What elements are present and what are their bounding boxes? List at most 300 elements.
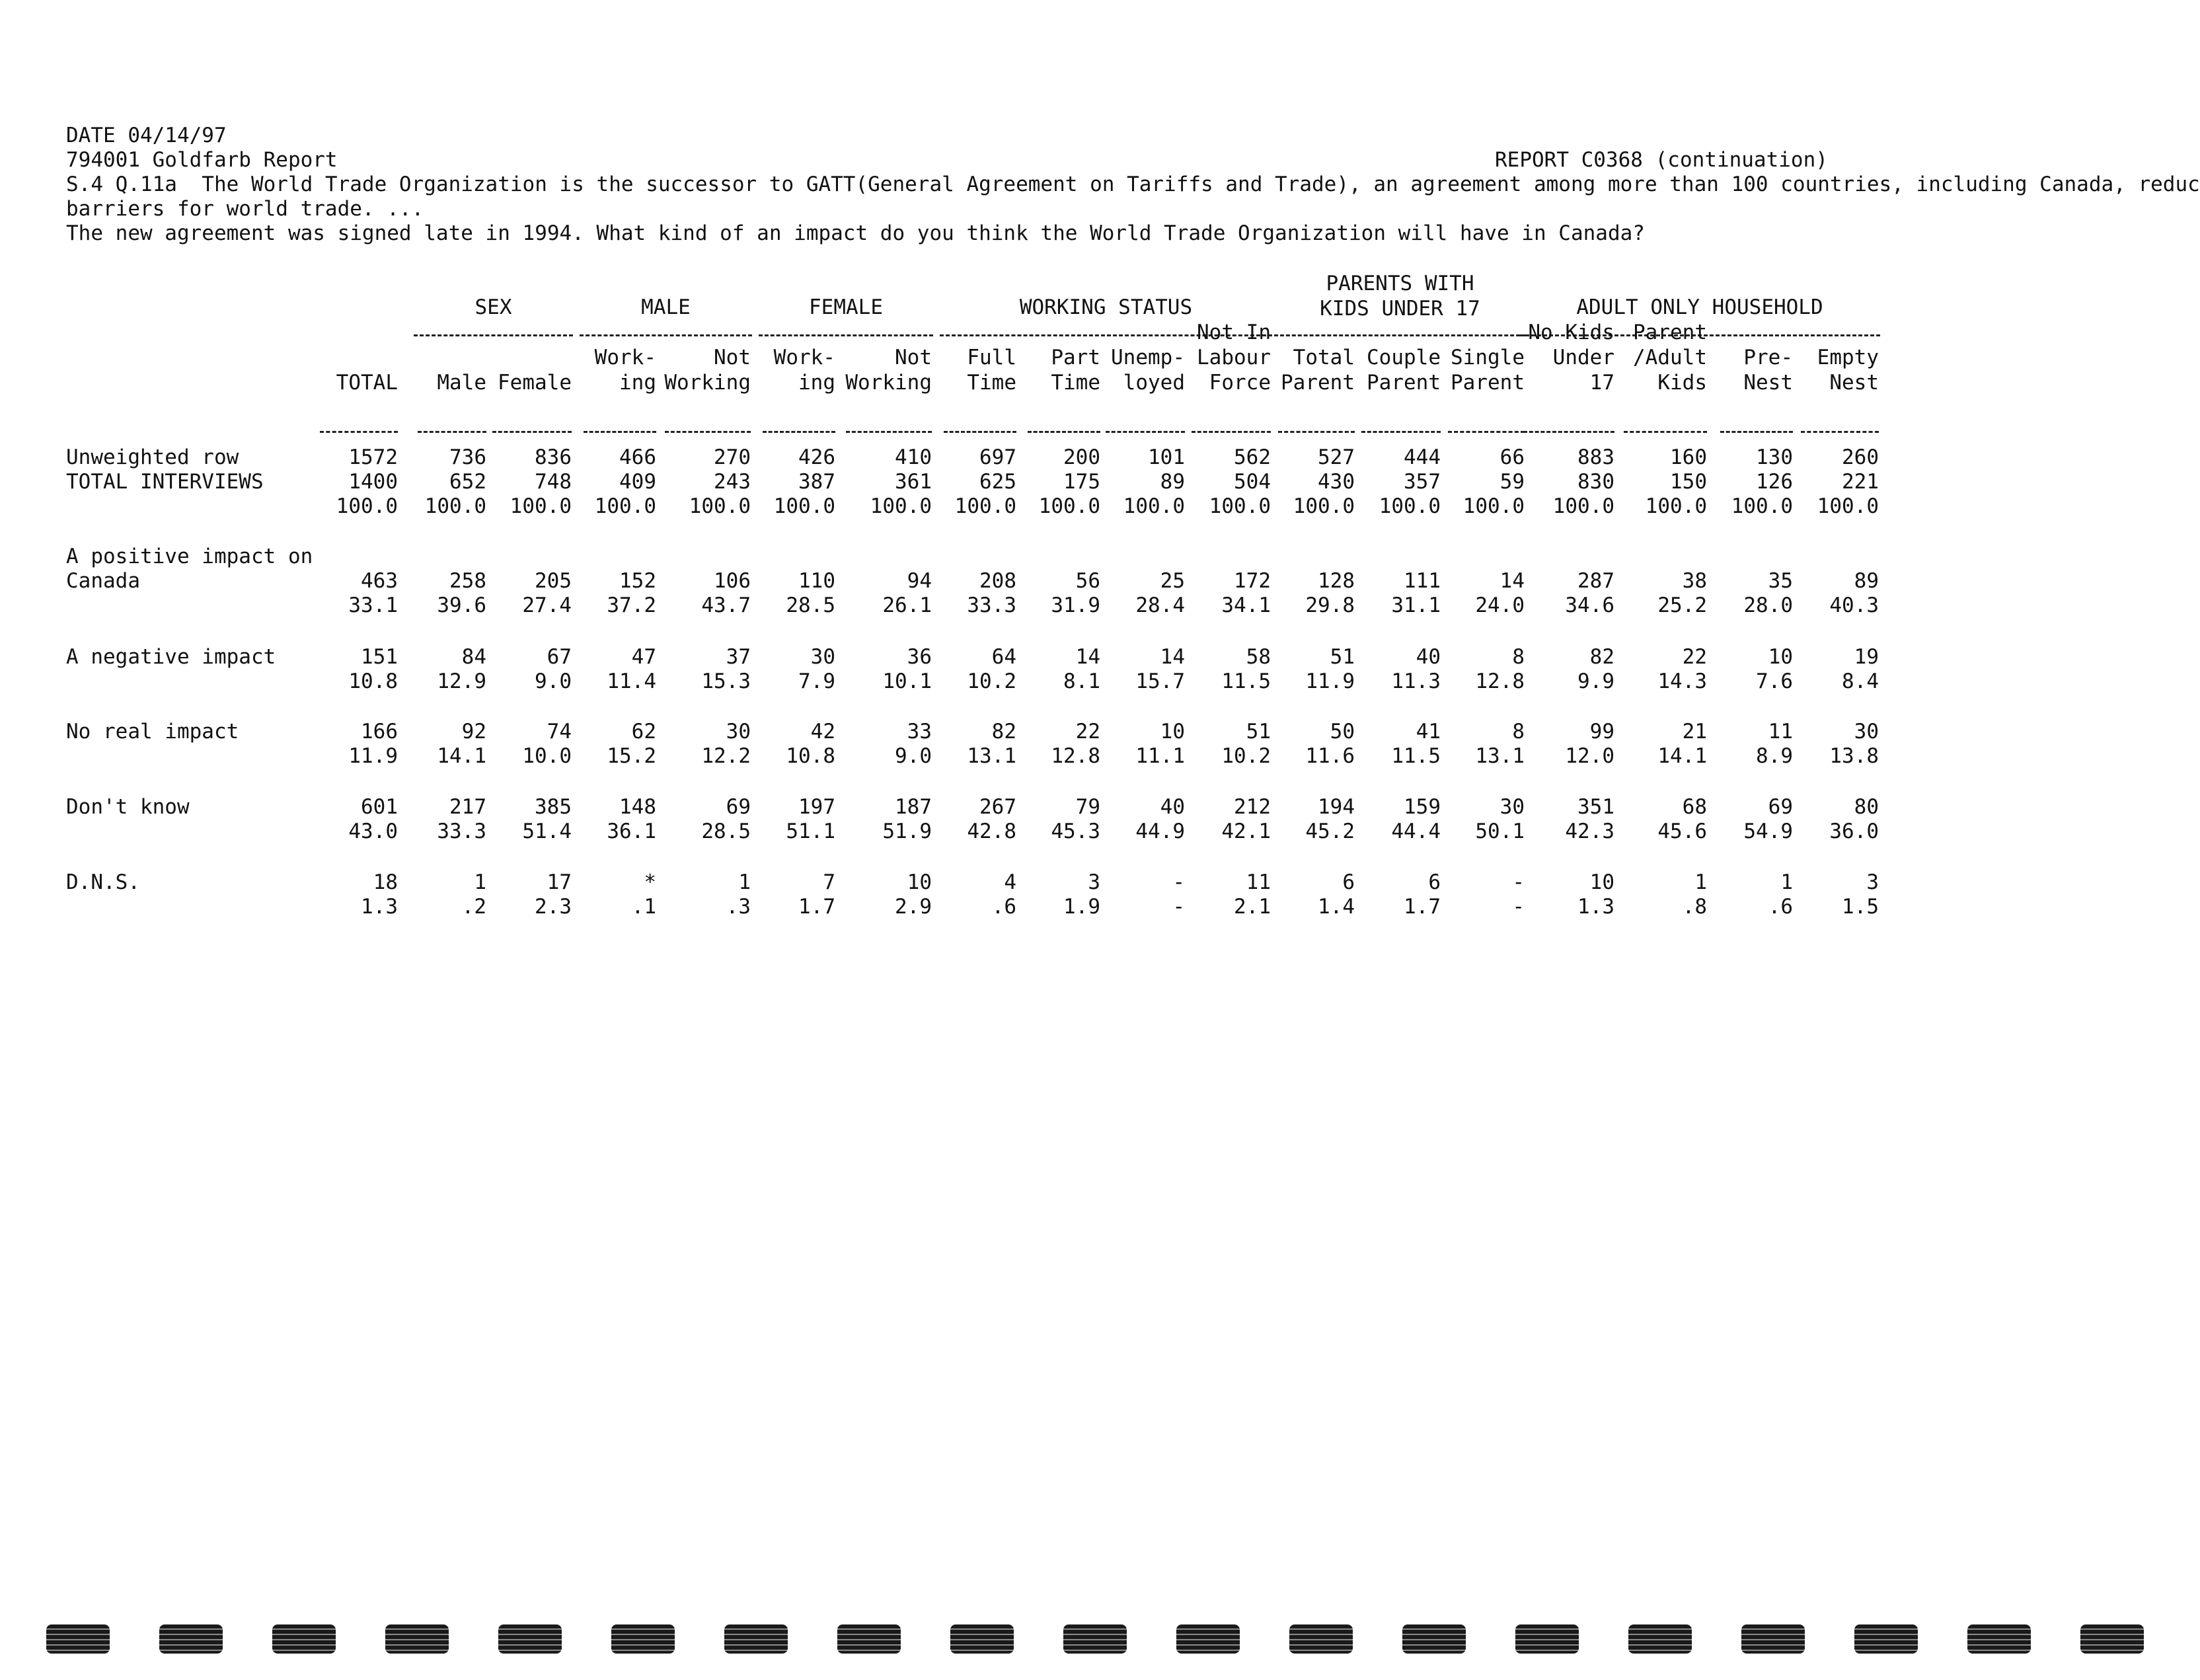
group-header: ADULT ONLY HOUSEHOLD [1576,295,1823,319]
table-cell: 562 [1234,445,1271,469]
table-cell: 2.9 [895,895,932,919]
table-cell: 45.3 [1051,820,1100,843]
table-cell: 100.0 [1462,494,1525,518]
table-cell: 22 [1075,720,1100,744]
table-cell: 51 [1246,720,1271,744]
table-cell: 426 [798,445,835,469]
table-cell: 50.1 [1475,820,1525,843]
table-cell: 2.3 [535,895,572,919]
table-cell: 410 [895,445,932,469]
table-cell: 1.3 [361,895,398,919]
table-cell: 111 [1404,569,1441,593]
perforation-mark [724,1624,788,1654]
table-cell: 51 [1330,645,1355,669]
column-header: Work- ing [594,346,656,395]
table-cell: 33.1 [348,593,398,617]
table-cell: 200 [1063,445,1100,469]
table-cell: 54.9 [1743,820,1793,843]
table-cell: 11.6 [1305,744,1355,768]
table-cell: 10 [1589,870,1614,894]
table-cell: 100.0 [1552,494,1614,518]
perforation-mark [1741,1624,1805,1654]
column-underline [665,431,751,433]
table-cell: 12.8 [1475,669,1525,693]
table-cell: 35 [1768,569,1793,593]
table-cell: 42.3 [1565,820,1614,843]
column-underline [1801,431,1879,433]
group-header: SEX [474,295,512,319]
table-cell: 31.9 [1051,593,1100,617]
table-cell: 243 [714,470,751,494]
perforation-mark [837,1624,901,1654]
table-cell: 748 [535,470,572,494]
table-cell: 8.1 [1063,669,1100,693]
group-underline [759,334,933,336]
table-cell: 68 [1682,795,1707,819]
table-cell: 56 [1075,569,1100,593]
table-cell: 3 [1866,870,1879,894]
table-cell: 11.3 [1391,669,1441,693]
table-cell: 42.1 [1221,820,1271,843]
table-cell: 14.3 [1657,669,1707,693]
table-cell: 150 [1670,470,1707,494]
table-cell: 100.0 [336,494,398,518]
table-cell: 44.4 [1391,820,1441,843]
table-cell: 387 [798,470,835,494]
table-cell: 36.1 [607,820,656,843]
table-cell: 100.0 [1038,494,1100,518]
table-cell: 100.0 [773,494,835,518]
table-cell: 51.4 [522,820,572,843]
perforation-mark [2080,1624,2144,1654]
table-cell: 51.9 [882,820,932,843]
table-cell: 14 [1075,645,1100,669]
table-cell: 13.1 [967,744,1016,768]
table-cell: .6 [1768,895,1793,919]
table-cell: 7 [823,870,835,894]
table-cell: 100.0 [510,494,572,518]
table-cell: 652 [449,470,486,494]
table-cell: 28.5 [786,593,835,617]
perforation-mark [1063,1624,1127,1654]
table-cell: 28.5 [701,820,751,843]
table-cell: 100.0 [594,494,656,518]
table-cell: 12.8 [1051,744,1100,768]
table-cell: 13.1 [1475,744,1525,768]
table-cell: 409 [619,470,656,494]
table-cell: 80 [1854,795,1879,819]
column-header: Pre- Nest [1743,346,1793,395]
table-cell: 883 [1577,445,1614,469]
table-cell: - [1512,895,1525,919]
column-underline [1624,431,1707,433]
table-cell: 28.0 [1743,593,1793,617]
row-label: Canada [66,569,140,593]
table-cell: 2.1 [1234,895,1271,919]
row-label: No real impact [66,720,239,744]
table-cell: 94 [907,569,932,593]
table-cell: 4 [1004,870,1016,894]
table-cell: 34.1 [1221,593,1271,617]
table-cell: 99 [1589,720,1614,744]
table-cell: .6 [991,895,1016,919]
group-underline [580,334,752,336]
table-cell: 41 [1416,720,1441,744]
table-cell: 100.0 [870,494,932,518]
table-cell: 836 [535,445,572,469]
table-cell: 51.1 [786,820,835,843]
table-cell: 38 [1682,569,1707,593]
perforation-mark [1628,1624,1692,1654]
table-cell: 736 [449,445,486,469]
table-cell: 8 [1512,645,1525,669]
table-cell: 152 [619,569,656,593]
column-header: Unemp- loyed [1111,346,1185,395]
table-cell: 36 [907,645,932,669]
table-cell: .2 [461,895,486,919]
table-cell: 110 [798,569,835,593]
table-cell: 58 [1246,645,1271,669]
group-header: WORKING STATUS [1019,295,1193,319]
column-underline [584,431,656,433]
table-cell: 14.1 [437,744,486,768]
column-underline [1361,431,1441,433]
column-header: Parent /Adult Kids [1633,321,1707,395]
table-cell: 11.9 [1305,669,1355,693]
table-cell: 217 [449,795,486,819]
column-header: Single Parent [1451,346,1525,395]
column-underline [320,431,398,433]
table-cell: 30 [1499,795,1525,819]
table-cell: 9.0 [535,669,572,693]
table-cell: 126 [1756,470,1793,494]
table-cell: - [1172,895,1185,919]
table-cell: 357 [1404,470,1441,494]
table-cell: 1.5 [1842,895,1879,919]
row-label: A negative impact [66,645,276,669]
table-cell: 128 [1318,569,1355,593]
table-cell: 12.0 [1565,744,1614,768]
table-cell: 10.2 [1221,744,1271,768]
perforation-mark [46,1624,110,1654]
table-cell: 44.9 [1135,820,1185,843]
perforation-mark [1967,1624,2031,1654]
table-cell: 15.7 [1135,669,1185,693]
table-cell: - [1512,870,1525,894]
table-cell: 100.0 [424,494,486,518]
table-cell: 37 [726,645,751,669]
table-cell: 82 [991,720,1016,744]
table-cell: 24.0 [1475,593,1525,617]
table-cell: 40 [1416,645,1441,669]
table-cell: 208 [979,569,1016,593]
column-underline [944,431,1016,433]
table-cell: 30 [1854,720,1879,744]
table-cell: 351 [1577,795,1614,819]
table-cell: 100.0 [689,494,751,518]
table-cell: 625 [979,470,1016,494]
table-cell: 29.8 [1305,593,1355,617]
table-cell: 28.4 [1135,593,1185,617]
table-cell: 33.3 [437,820,486,843]
table-cell: 830 [1577,470,1614,494]
table-cell: 21 [1682,720,1707,744]
table-cell: 10 [907,870,932,894]
table-cell: 100.0 [1379,494,1441,518]
perforation-mark [1176,1624,1240,1654]
table-cell: 1 [738,870,751,894]
column-header: Empty Nest [1817,346,1879,395]
group-header: PARENTS WITH KIDS UNDER 17 [1320,272,1480,321]
table-cell: .3 [726,895,751,919]
table-cell: 31.1 [1391,593,1441,617]
table-cell: 100.0 [1123,494,1185,518]
table-cell: 466 [619,445,656,469]
table-cell: 74 [547,720,572,744]
table-cell: 11.1 [1135,744,1185,768]
column-underline [1278,431,1355,433]
table-cell: 14 [1499,569,1525,593]
table-cell: 159 [1404,795,1441,819]
table-cell: 42 [810,720,835,744]
column-header: TOTAL [336,371,398,395]
table-cell: 101 [1148,445,1185,469]
perforation-mark [1289,1624,1353,1654]
table-cell: 12.2 [701,744,751,768]
table-cell: 187 [895,795,932,819]
table-cell: 9.9 [1577,669,1614,693]
table-cell: 43.0 [348,820,398,843]
table-cell: 37.2 [607,593,656,617]
table-cell: - [1172,870,1185,894]
perforation-mark [1402,1624,1466,1654]
table-cell: 26.1 [882,593,932,617]
table-cell: 82 [1589,645,1614,669]
table-cell: 10.8 [786,744,835,768]
column-header: Female [498,371,572,395]
table-cell: 11.5 [1391,744,1441,768]
table-cell: 15.2 [607,744,656,768]
table-cell: 47 [631,645,656,669]
table-cell: 43.7 [701,593,751,617]
table-cell: 11 [1246,870,1271,894]
table-cell: 130 [1756,445,1793,469]
table-cell: 1400 [348,470,398,494]
table-cell: 7.9 [798,669,835,693]
perforation-mark [950,1624,1014,1654]
table-cell: 1.4 [1318,895,1355,919]
group-underline [1274,334,1526,336]
table-cell: 84 [461,645,486,669]
table-cell: 10.0 [522,744,572,768]
table-cell: 527 [1318,445,1355,469]
perforation-mark [385,1624,449,1654]
table-cell: 10 [1768,645,1793,669]
table-cell: 6 [1428,870,1441,894]
table-cell: 1 [474,870,486,894]
table-cell: 19 [1854,645,1879,669]
column-header: Total Parent [1281,346,1355,395]
table-cell: .8 [1682,895,1707,919]
table-cell: 1.9 [1063,895,1100,919]
question-line-1: S.4 Q.11a The World Trade Organization is the successor to GATT(General Agreement on Tariffs and Trade), an agreement among more than 100 countries, including Canada, reduc [66,172,2200,196]
column-header: Work- ing [773,346,835,395]
table-cell: 64 [991,645,1016,669]
question-line-3: The new agreement was signed late in 1994. What kind of an impact do you think the World Trade Organization will have in Canada? [66,221,1645,245]
table-cell: 13.8 [1829,744,1879,768]
table-cell: 50 [1330,720,1355,744]
table-cell: 59 [1499,470,1525,494]
table-cell: 8 [1512,720,1525,744]
group-underline [414,334,573,336]
table-cell: 14.1 [1657,744,1707,768]
column-underline [1028,431,1100,433]
table-cell: 34.6 [1565,593,1614,617]
table-cell: 15.3 [701,669,751,693]
table-cell: 45.6 [1657,820,1707,843]
table-cell: 92 [461,720,486,744]
table-cell: 100.0 [1731,494,1793,518]
report-code: REPORT C0368 (continuation) [1495,148,1828,172]
table-cell: 36.0 [1829,820,1879,843]
table-cell: 221 [1842,470,1879,494]
column-header: Part Time [1051,346,1100,395]
column-underline [1192,431,1271,433]
table-cell: 10.1 [882,669,932,693]
row-label: A positive impact on [66,545,313,568]
column-header: Full Time [967,346,1016,395]
table-cell: 270 [714,445,751,469]
column-underline [846,431,932,433]
group-header: FEMALE [809,295,883,319]
table-cell: 62 [631,720,656,744]
column-underline [1106,431,1185,433]
table-cell: 212 [1234,795,1271,819]
row-label: D.N.S. [66,870,140,894]
table-cell: 504 [1234,470,1271,494]
row-label: Don't know [66,795,190,819]
table-cell: 100.0 [1209,494,1271,518]
table-cell: 463 [361,569,398,593]
column-underline [1523,431,1614,433]
table-cell: 30 [810,645,835,669]
perforation-mark [498,1624,562,1654]
perforation-mark [1854,1624,1918,1654]
table-cell: 11.4 [607,669,656,693]
table-cell: 27.4 [522,593,572,617]
table-cell: 8.4 [1842,669,1879,693]
column-header: No Kids Under 17 [1528,321,1614,395]
table-cell: 11 [1768,720,1793,744]
table-cell: 45.2 [1305,820,1355,843]
table-cell: 33.3 [967,593,1016,617]
column-underline [492,431,572,433]
report-name: 794001 Goldfarb Report [66,148,338,172]
table-cell: 194 [1318,795,1355,819]
table-cell: 1.3 [1577,895,1614,919]
column-header: Not Working [664,346,751,395]
column-underline [1720,431,1793,433]
question-line-2: barriers for world trade. ... [66,197,424,221]
table-cell: 33 [907,720,932,744]
perforation-mark [611,1624,675,1654]
table-cell: 25.2 [1657,593,1707,617]
table-cell: 10 [1160,720,1185,744]
table-cell: .1 [631,895,656,919]
table-cell: 430 [1318,470,1355,494]
table-cell: 42.8 [967,820,1016,843]
table-cell: 100.0 [1645,494,1707,518]
perforation-mark [1515,1624,1579,1654]
table-cell: 9.0 [895,744,932,768]
row-label: Unweighted row [66,445,239,469]
table-cell: 67 [547,645,572,669]
table-cell: * [644,870,656,894]
table-cell: 1 [1694,870,1707,894]
report-date: DATE 04/14/97 [66,124,227,147]
table-cell: 11.9 [348,744,398,768]
table-cell: 69 [1768,795,1793,819]
table-cell: 258 [449,569,486,593]
table-cell: 151 [361,645,398,669]
table-cell: 11.5 [1221,669,1271,693]
table-cell: 89 [1854,569,1879,593]
table-cell: 697 [979,445,1016,469]
table-cell: 1.7 [1404,895,1441,919]
table-cell: 100.0 [1293,494,1355,518]
table-cell: 12.9 [437,669,486,693]
table-cell: 10.2 [967,669,1016,693]
table-cell: 172 [1234,569,1271,593]
table-cell: 22 [1682,645,1707,669]
table-cell: 106 [714,569,751,593]
table-cell: 40 [1160,795,1185,819]
table-cell: 3 [1088,870,1100,894]
column-underline [418,431,486,433]
table-cell: 100.0 [1817,494,1879,518]
table-cell: 205 [535,569,572,593]
table-cell: 79 [1075,795,1100,819]
perforation-mark [159,1624,223,1654]
table-cell: 267 [979,795,1016,819]
group-header: MALE [641,295,691,319]
table-cell: 166 [361,720,398,744]
table-cell: 148 [619,795,656,819]
row-label: TOTAL INTERVIEWS [66,470,264,494]
table-cell: 10.8 [348,669,398,693]
table-cell: 175 [1063,470,1100,494]
table-cell: 1572 [348,445,398,469]
table-cell: 6 [1342,870,1355,894]
table-cell: 69 [726,795,751,819]
perforation-mark [272,1624,336,1654]
column-header: Male [437,371,486,395]
table-cell: 601 [361,795,398,819]
table-cell: 8.9 [1756,744,1793,768]
table-cell: 39.6 [437,593,486,617]
table-cell: 1.7 [798,895,835,919]
table-cell: 25 [1160,569,1185,593]
table-cell: 287 [1577,569,1614,593]
column-underline [1448,431,1525,433]
column-header: Not Working [845,346,932,395]
table-cell: 7.6 [1756,669,1793,693]
table-cell: 1 [1780,870,1793,894]
table-cell: 30 [726,720,751,744]
table-cell: 197 [798,795,835,819]
table-cell: 17 [547,870,572,894]
table-cell: 361 [895,470,932,494]
